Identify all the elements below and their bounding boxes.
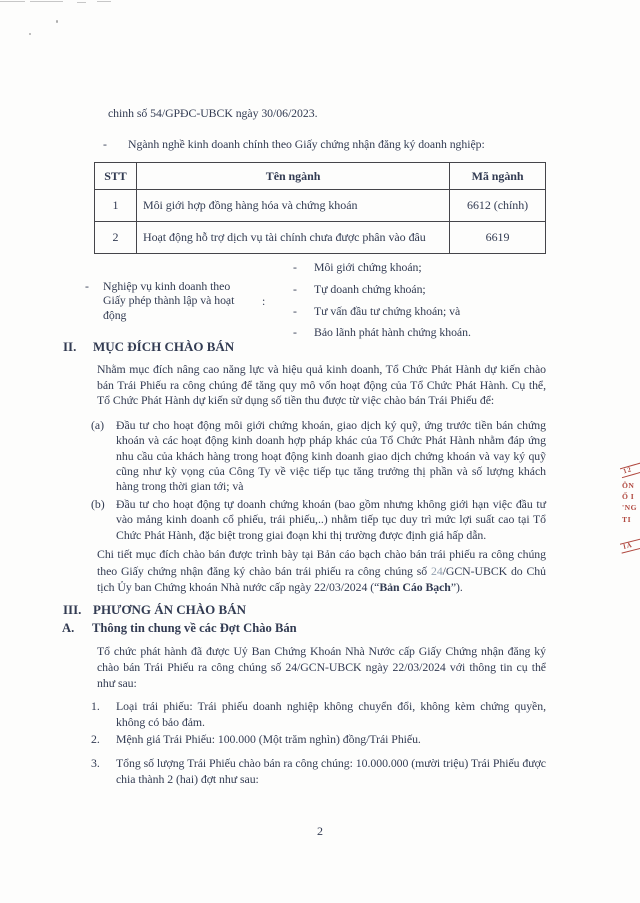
list-item-text: Tự doanh chứng khoán;	[314, 281, 426, 296]
business-operations-block	[85, 259, 546, 345]
business-operations-list	[293, 259, 546, 346]
subsection-heading-thong-tin-chung	[62, 621, 542, 636]
bullet-dash: -	[103, 137, 107, 151]
item-number: 2.	[91, 732, 100, 746]
section-title: MỤC ĐÍCH CHÀO BÁN	[93, 339, 235, 354]
item-number: 3.	[91, 756, 100, 770]
item-number: 1.	[91, 699, 100, 713]
table-row	[95, 190, 546, 222]
scan-artifact-line	[30, 1, 63, 2]
cell-ten-nganh: Môi giới hợp đồng hàng hóa và chứng khoán	[136, 190, 449, 222]
detail-text: /GCN-UBCK do Chủ tịch Ủy ban Chứng khoán Nhà nước cấp ngày 22/03/2024 (“	[97, 563, 546, 595]
cell-ten-nganh: Hoạt động hỗ trợ dịch vụ tài chính chưa được phân vào đâu	[136, 222, 449, 254]
item-label: (a)	[91, 418, 104, 432]
scan-artifact-line	[77, 2, 86, 3]
list-item-text: Môi giới chứng khoán;	[314, 260, 422, 274]
col-header-ma-nganh: Mã ngành	[450, 163, 546, 190]
cell-ma-nganh: 6612 (chính)	[450, 190, 546, 222]
purpose-item-b	[91, 497, 546, 543]
bullet-dash: -	[293, 281, 297, 296]
cell-ma-nganh: 6619	[450, 222, 546, 254]
subsection-title: Thông tin chung về các Đợt Chào Bán	[92, 621, 297, 635]
purpose-detail-paragraph	[97, 546, 546, 596]
industry-table-header-row	[95, 163, 546, 190]
section-title: PHƯƠNG ÁN CHÀO BÁN	[93, 602, 246, 617]
item-text: Mệnh giá Trái Phiếu: 100.000 (Một trăm nghìn) đồng/Trái Phiếu.	[116, 732, 421, 746]
scan-speck	[29, 33, 31, 35]
item-text: Đầu tư cho hoạt động môi giới chứng khoán, giao dịch ký quỹ, ứng trước tiền bán chứng khoán và các hoạt động kinh doanh hợp pháp khác của Tổ Chức Phát Hành nhằm đáp ứng nhu cầu của khách hàng trong hoạt động kinh doanh giao dịch chứng khoán và vay ký quỹ cũng như kỳ vọng của Công Ty về việc tiếp tục tăng trưởng thị phần và số lượng khách hàng trong thời gian tới; và	[116, 418, 546, 494]
detail-text: ”).	[450, 580, 463, 595]
bullet-dash: -	[85, 279, 89, 293]
scan-speck	[56, 20, 58, 23]
stamp-text-fragment: TI	[622, 515, 632, 524]
list-item	[293, 281, 546, 297]
item-text: Đầu tư cho hoạt động tự doanh chứng khoán (bao gồm nhưng không giới hạn việc đầu tư vào mảng kinh doanh cổ phiếu, trái phiếu,..) nhằm tiếp tục duy trì mức lợi suất cao tại Tổ Chức Phát Hành, đặc biệt trong giai đoạn khi thị trường được định giá hấp dẫn.	[116, 497, 546, 542]
bullet-dash: -	[293, 325, 297, 340]
bullet-dash: -	[293, 260, 297, 274]
scan-artifact-line	[97, 1, 111, 2]
list-item	[293, 259, 546, 275]
business-operations-label: Nghiệp vụ kinh doanh theo Giấy phép thành lập và hoạt động	[103, 279, 235, 322]
business-lines-bullet	[103, 136, 543, 152]
page-number: 2	[317, 824, 323, 838]
label-colon: :	[262, 294, 266, 308]
list-item	[293, 303, 546, 319]
cell-stt: 2	[95, 222, 137, 254]
offering-item-2	[91, 732, 546, 747]
purpose-intro-paragraph: Nhằm mục đích nâng cao năng lực và hiệu quả kinh doanh, Tổ Chức Phát Hành dự kiến chào bán Trái Phiếu ra công chúng để tăng quy mô vốn hoạt động của Tổ Chức Phát Hành. Cụ thể, Tổ Chức Phát Hành dự kiến sử dụng số tiền thu được từ việc chào bán Trái Phiếu để:	[97, 362, 546, 407]
faded-certificate-number: 24	[430, 563, 443, 578]
scan-artifact-line	[0, 1, 25, 2]
stamp-border-band: IÃ	[620, 534, 640, 553]
offering-item-1	[91, 699, 546, 730]
section-number: II.	[63, 339, 77, 354]
col-header-ten-nganh: Tên ngành	[136, 163, 449, 190]
offering-item-3	[91, 756, 546, 787]
detail-text: Chi tiết mục đích chào bán được trình bày tại Bản cáo bạch chào bán trái phiếu ra công chúng theo Giấy chứng nhận đăng ký chào bán trái phiếu ra công chúng số	[97, 547, 546, 578]
red-stamp-fragment	[620, 455, 640, 567]
offering-intro-paragraph: Tổ chức phát hành đã được Uỷ Ban Chứng Khoán Nhà Nước cấp Giấy Chứng nhận đăng ký chào bán Trái Phiếu ra công chúng số 24/GCN-UBCK ngày 22/03/2024 với thông tin cụ thể như sau:	[97, 644, 546, 690]
bullet-dash: -	[293, 303, 297, 318]
item-text: Loại trái phiếu: Trái phiếu doanh nghiệp không chuyển đổi, không kèm chứng quyền, không có bảo đảm.	[116, 699, 546, 729]
table-row	[95, 222, 546, 254]
business-lines-text: Ngành nghề kinh doanh chính theo Giấy chứng nhận đăng ký doanh nghiệp:	[128, 137, 485, 151]
item-text: Tổng số lượng Trái Phiếu chào bán ra công chúng: 10.000.000 (mười triệu) Trái Phiếu được chia thành 2 (hai) đợt như sau:	[116, 756, 546, 786]
section-heading-phuong-an-chao-ban	[63, 602, 543, 618]
section-heading-muc-dich-chao-ban	[63, 339, 543, 355]
col-header-stt: STT	[95, 163, 137, 190]
amendment-reference-line: chinh số 54/GPĐC-UBCK ngày 30/06/2023.	[108, 106, 318, 120]
item-label: (b)	[91, 497, 105, 511]
stamp-text-fragment: ÔN	[622, 481, 635, 490]
purpose-item-a	[91, 418, 546, 494]
business-operations-label-group	[85, 279, 257, 322]
stamp-text-fragment: Ổ I	[622, 492, 635, 501]
ban-cao-bach-term: Bản Cáo Bạch	[379, 580, 451, 595]
stamp-text-fragment: 'NG	[622, 503, 638, 512]
section-number: III.	[63, 602, 82, 617]
subsection-letter: A.	[62, 621, 75, 635]
list-item-text: Bảo lãnh phát hành chứng khoán.	[314, 325, 471, 340]
stamp-border-band: 12	[620, 458, 640, 478]
list-item-text: Tư vấn đầu tư chứng khoán; và	[314, 303, 461, 318]
industry-table	[94, 162, 546, 254]
cell-stt: 1	[95, 190, 137, 222]
